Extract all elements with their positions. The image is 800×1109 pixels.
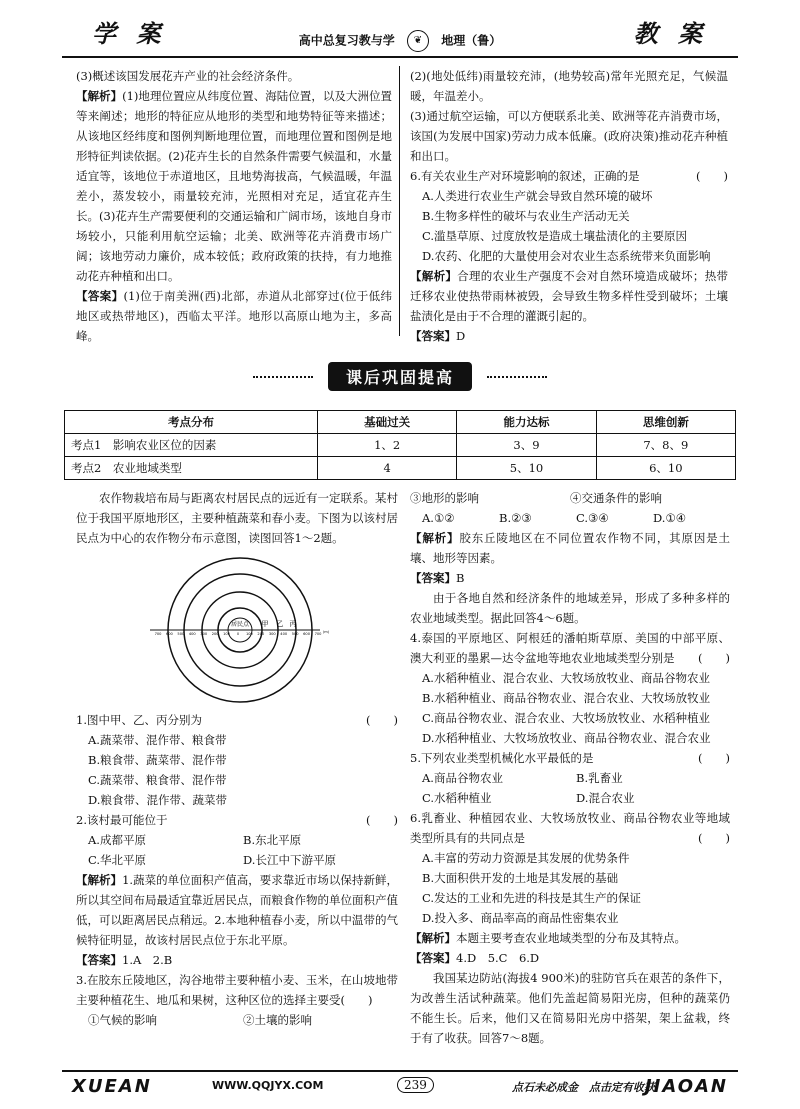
analysis-text: 胶东丘陵地区在不同位置农作物不同，其原因是土壤、地形等因素。 [410,531,731,565]
item-3: ③地形的影响 [410,491,479,505]
axis-tick-label: 400 [280,632,288,636]
option-d: D.长江中下游平原 [243,853,336,867]
analysis-text: (1)地理位置应从纬度位置、海陆位置，以及大洲位置等来阐述；地形的特征应从地形的类型和地势特征等来描述；从该地区经纬度和图例判断地理位置，而地理位置和图例是地形特征判读依据。(2)花卉生长的自然条件需要气候温和，水量适宜等，该地位于赤道地区，且地势海拔高，气候温暖，年温差小，蒸发较小，雨量较充沛，光照相对充足，适宜花卉生长。(3)花卉生产需要便利的交通运输和广阔市场，该地自身市场较小，只能利用航空运输；北美、欧洲等花卉消费市场广阔；该地劳动力廉价，成本较低；政府政策的扶持，有力地推动花卉种植和出口。 [76,89,392,283]
table-cell: 考点2 农业地域类型 [65,457,318,480]
answer-paren: ( ) [698,651,730,665]
option-c: C.③④ [576,511,609,525]
item-2: ②土壤的影响 [243,1013,312,1027]
footer-url[interactable]: WWW.QQJYX.COM [212,1079,324,1092]
answer-text: B [456,571,465,585]
analysis-label: 【解析】 [76,873,123,887]
option-d: D.农药、化肥的大量使用会对农业生态系统带来负面影响 [422,249,711,263]
option-c: C.蔬菜带、粮食带、混作带 [88,773,227,787]
option-b: B.大面积供开发的土地是其发展的基础 [422,871,619,885]
table-header: 思维创新 [596,411,735,434]
option-b: B.水稻种植业、商品谷物农业、混合农业、大牧场放牧业 [422,691,711,705]
header-series: 高中总复习教与学 [298,33,395,48]
center-label: 居民点 [230,621,250,628]
table-header-row [65,411,736,434]
ring-label-yi: 乙 [276,620,284,628]
answer-part-3: (3)通过航空运输，可以方便联系北美、欧洲等花卉消费市场，该国(为发展中国家)劳动力成本低廉。(政府决策)推动花卉种植和出口。 [410,109,728,163]
analysis-text: 1.蔬菜的单位面积产值高，要求靠近市场以保持新鲜，所以其空间布局最适宜靠近居民点，而粮食作物的单位面积产值低，可以距离居民点稍远。2.本地种植春小麦，所以中温带的气候特征明显，故该村居民点位于东北平原。 [76,873,398,947]
question-6-stem: 6.乳畜业、种植园农业、大牧场放牧业、商品谷物农业等地域类型所具有的共同点是 ( ) [410,808,730,848]
option-d: D.①④ [653,511,687,525]
footer-brand-right: JIAOAN [644,1076,728,1097]
divider-dots [253,376,313,378]
emblem-icon: ❦ [407,30,429,52]
analysis-label: 【解析】 [76,89,123,103]
table-header: 能力达标 [457,411,596,434]
option-a: A.成都平原 [88,833,146,847]
answer-label: 【答案】 [76,953,122,967]
column-divider [399,66,400,336]
option-d: D.混合农业 [576,791,635,805]
option-d: D.粮食带、混作带、蔬菜带 [88,793,227,807]
analysis-text: 合理的农业生产强度不会对自然环境造成破坏；热带迁移农业使热带雨林被毁，会导致生物多样性受到破坏；土壤盐渍化是由于不合理的灌溉引起的。 [410,269,728,323]
answer-label: 【答案】 [76,289,124,303]
footer-slogan: 点石未必成金 点击定有收获 [512,1081,655,1094]
table-cell: 3、9 [457,434,596,457]
analysis-label: 【解析】 [410,531,460,545]
axis-tick-label: 200 [257,632,265,636]
option-b: B.乳畜业 [576,771,623,785]
question-2-stem: 2.该村最可能位于 [76,813,168,827]
item-1: ①气候的影响 [88,1013,157,1027]
answer-text: 4.D 5.C 6.D [456,951,540,965]
option-b: B.②③ [499,511,532,525]
answer-paren: ( ) [698,831,730,845]
axis-tick-label: 300 [268,632,276,636]
table-header: 基础过关 [318,411,457,434]
option-c: C.滥垦草原、过度放牧是造成土壤盐渍化的主要原因 [422,229,688,243]
table-header: 考点分布 [65,411,318,434]
option-a: A.水稻种植业、混合农业、大牧场放牧业、商品谷物农业 [422,671,710,685]
axis-tick-label: 700 [154,632,162,636]
table-cell: 1、2 [318,434,457,457]
option-a: A.蔬菜带、混作带、粮食带 [88,733,227,747]
answer-paren: ( ) [366,713,398,727]
header-subject: 地理（鲁） [441,33,502,48]
table-cell: 5、10 [457,457,596,480]
page-number: 239 [397,1077,434,1093]
item-4: ④交通条件的影响 [570,491,662,505]
bottom-left-questions [76,710,398,1030]
header-brand-right: 教 案 [633,20,708,48]
bottom-left-column [76,488,398,548]
axis-tick-label: 300 [200,632,208,636]
answer-paren: ( ) [340,993,373,1007]
ring-label-jia: 甲 [261,620,269,628]
top-left-column [76,66,392,346]
analysis-label: 【解析】 [410,931,456,945]
axis-tick-label: 100 [245,632,253,636]
axis-tick-label: 400 [188,632,196,636]
option-a: A.丰富的劳动力资源是其发展的优势条件 [422,851,630,865]
option-a: A.①② [422,511,455,525]
header-brand-left: 学 案 [92,20,167,48]
answer-part-2: (2)(地处低纬)雨量较充沛，(地势较高)常年光照充足，气候温暖，年温差小。 [410,69,728,103]
question-4-stem: 4.泰国的平原地区、阿根廷的潘帕斯草原、美国的中部平原、澳大利亚的墨累—达令盆地等地农业地域类型分别是 ( ) [410,628,730,668]
analysis-label: 【解析】 [410,269,458,283]
option-c: C.华北平原 [88,853,147,867]
answer-paren: ( ) [366,813,398,827]
answer-label: 【答案】 [410,571,456,585]
answer-paren: ( ) [696,169,728,183]
answer-label: 【答案】 [410,329,456,343]
divider-dots [487,376,547,378]
intro-1-2: 农作物栽培布局与距离农村居民点的远近有一定联系。某村位于我国平原地形区，主要种植蔬菜和春小麦。下图为以该村居民点为中心的农作物分布示意图，读图回答1～2题。 [76,491,398,545]
page-footer [62,1070,738,1100]
option-a: A.商品谷物农业 [422,771,503,785]
question-6-stem: 6.有关农业生产对环境影响的叙述，正确的是 [410,169,640,183]
axis-tick-label: 500 [177,632,185,636]
header-rule [62,56,738,58]
section-title: 课后巩固提高 [328,362,472,391]
table-row [65,457,736,480]
axis-tick-label: 500 [291,632,299,636]
table-cell: 6、10 [596,457,735,480]
bottom-right-column [410,488,730,1048]
axis-tick-label: 0 [236,632,240,636]
option-b: B.生物多样性的破坏与农业生产活动无关 [422,209,630,223]
section-banner [62,362,738,394]
option-d: D.水稻种植业、大牧场放牧业、商品谷物农业、混合农业 [422,731,711,745]
question-1-stem: 1.图中甲、乙、丙分别为 [76,713,202,727]
question-5-stem: 5.下列农业类型机械化水平最低的是 [410,751,594,765]
axis-tick-label: 600 [165,632,173,636]
answer-text: (1)位于南美洲(西)北部，赤道从北部穿过(位于低纬地区或热带地区)，西临太平洋。地形以高原山地为主，多高峰。 [76,289,393,343]
option-c: C.商品谷物农业、混合农业、大牧场放牧业、水稻种植业 [422,711,711,725]
footer-rule [62,1070,738,1072]
topic-table [64,410,736,480]
table-row [65,434,736,457]
axis-tick-label: 700 [314,632,322,636]
answer-text: D [456,329,466,343]
intro-7-8: 我国某边防站(海拔4 900米)的驻防官兵在艰苦的条件下，为改善生活试种蔬菜。他们先盖起简易阳光房，但种的蔬菜仍不能生长。后来，他们又在简易阳光房中搭架，架上盆栽，终于有了收获。回答7～8题。 [410,971,730,1045]
page-header [62,10,738,60]
table-cell: 考点1 影响农业区位的因素 [65,434,318,457]
question-3-stem: 3.在胶东丘陵地区，沟谷地带主要种植小麦、玉米，在山坡地带主要种植花生、地瓜和果树，这种区位的选择主要受( ) [76,973,398,1007]
option-c: C.水稻种植业 [422,791,492,805]
question-3-text: (3)概述该国发展花卉产业的社会经济条件。 [76,69,300,83]
option-c: C.发达的工业和先进的科技是其生产的保证 [422,891,642,905]
intro-4-6: 由于各地自然和经济条件的地域差异，形成了多种多样的农业地域类型。据此回答4～6题。 [410,591,730,625]
axis-tick-label: 200 [211,632,219,636]
axis-unit: (m) [322,630,330,634]
option-b: B.粮食带、蔬菜带、混作带 [88,753,227,767]
crop-distribution-diagram [150,555,330,705]
option-d: D.投入多、商品率高的商品性密集农业 [422,911,619,925]
ring-label-bing: 丙 [289,620,297,628]
answer-label: 【答案】 [410,951,456,965]
top-right-column [410,66,728,346]
table-cell: 7、8、9 [596,434,735,457]
answer-paren: ( ) [698,751,730,765]
table-cell: 4 [318,457,457,480]
option-a: A.人类进行农业生产就会导致自然环境的破坏 [422,189,653,203]
axis-tick-label: 600 [303,632,311,636]
axis-tick-label: 100 [223,632,231,636]
answer-text: 1.A 2.B [122,953,173,967]
analysis-text: 本题主要考查农业地域类型的分布及其特点。 [456,931,686,945]
footer-brand-left: XUEAN [72,1076,152,1097]
option-b: B.东北平原 [243,833,302,847]
